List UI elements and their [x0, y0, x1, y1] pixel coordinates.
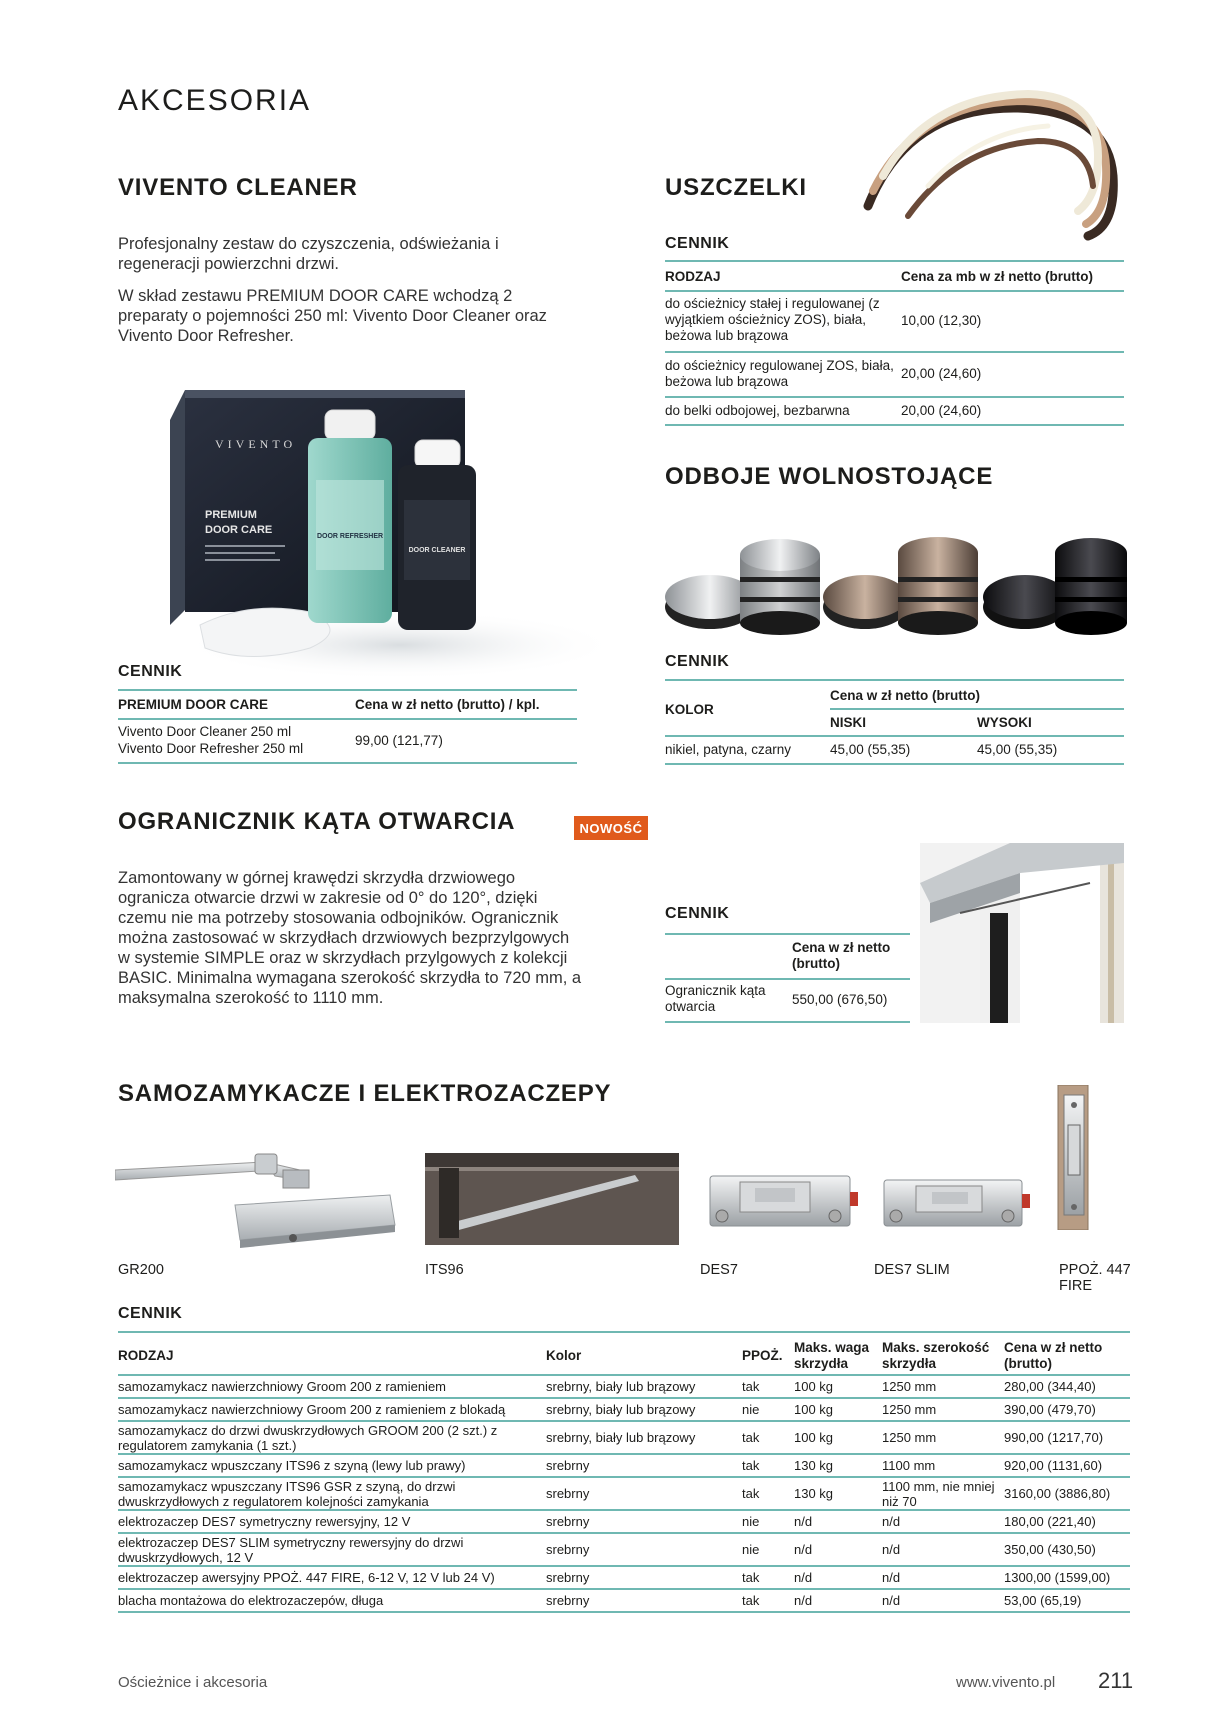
- col-ppoz: PPOŻ.: [742, 1348, 783, 1363]
- caption-ppoz-447-fire: PPOŻ. 447 FIRE: [1059, 1262, 1131, 1294]
- cleaner-cennik-label: CENNIK: [118, 663, 183, 680]
- table-cell-szer: n/d: [882, 1570, 901, 1585]
- table-cell-ppoz: tak: [742, 1430, 760, 1445]
- its96-image: [425, 1153, 679, 1245]
- table-cell-szer: 1250 mm: [882, 1430, 937, 1445]
- table-cell-cena: 350,00 (430,50): [1004, 1542, 1096, 1557]
- table-cell-kolor: srebrny: [546, 1593, 590, 1608]
- footer-section: Ościeżnice i akcesoria: [118, 1674, 268, 1691]
- col-waga: Maks. waga skrzydła: [794, 1340, 870, 1371]
- table-cell-rodzaj: blacha montażowa do elektrozaczepów, długa: [118, 1593, 384, 1608]
- table-cell-rodzaj: samozamykacz nawierzchniowy Groom 200 z ramieniem: [118, 1379, 447, 1394]
- caption-des7-slim: DES7 SLIM: [874, 1262, 950, 1278]
- table-cell-rodzaj: elektrozaczep awersyjny PPOŻ. 447 FIRE, 6-12 V, 12 V lub 24 V): [118, 1570, 495, 1585]
- table-cell-kolor: srebrny: [546, 1542, 590, 1557]
- table-cell-cena: 180,00 (221,40): [1004, 1514, 1096, 1529]
- divider: [665, 735, 1124, 737]
- uszczelki-heading: USZCZELKI: [665, 174, 807, 201]
- divider: [665, 351, 1124, 353]
- cleaner-composition: W skład zestawu PREMIUM DOOR CARE wchodzą 2 preparaty o pojemności 250 ml: Vivento Door Cleaner oraz Vivento Door Refresher.: [118, 287, 547, 345]
- table-cell-rodzaj: elektrozaczep DES7 SLIM symetryczny rewersyjny do drzwi dwuskrzydłowych, 12 V: [118, 1534, 464, 1565]
- table-cell-waga: 100 kg: [794, 1430, 834, 1445]
- uszczelki-row-1-price: 10,00 (12,30): [901, 313, 982, 328]
- divider: [830, 708, 1124, 710]
- ogranicznik-description: Zamontowany w górnej krawędzi skrzydła drzwiowego ogranicza otwarcie drzwi w zakresie od 0° do 120°, dzięki czemu nie ma potrzeby stosowania odbojników. Ogranicznik można zastosować w skrzydłach drzwiowych bezprzylgowych w systemie SIMPLE oraz w skrzydłach przylgowych z kolekcji BASIC. Minimalna wymagana szerokość skrzydła to 720 mm, a maksymalna szerokość to 1110 mm.: [118, 869, 582, 1007]
- table-cell-cena: 3160,00 (3886,80): [1004, 1486, 1111, 1501]
- col-cena: Cena w zł netto (brutto): [1004, 1340, 1103, 1371]
- des7-slim-image: [874, 1170, 1034, 1240]
- table-cell-ppoz: tak: [742, 1458, 760, 1473]
- uszczelki-cennik-label: CENNIK: [665, 235, 730, 252]
- cleaner-description: Profesjonalny zestaw do czyszczenia, odświeżania i regeneracji powierzchni drzwi.: [118, 235, 499, 273]
- table-cell-szer: 1250 mm: [882, 1379, 937, 1394]
- table-cell-kolor: srebrny, biały lub brązowy: [546, 1402, 696, 1417]
- odboje-col-wysoki: WYSOKI: [977, 715, 1032, 730]
- table-cell-rodzaj: samozamykacz nawierzchniowy Groom 200 z ramieniem z blokadą: [118, 1402, 506, 1417]
- table-cell-rodzaj: samozamykacz wpuszczany ITS96 GSR z szyną, do drzwi dwuskrzydłowych z regulatorem kolejności zamykania: [118, 1478, 456, 1509]
- table-cell-cena: 1300,00 (1599,00): [1004, 1570, 1111, 1585]
- ogranicznik-row-name: Ogranicznik kąta otwarcia: [665, 983, 766, 1014]
- divider: [665, 396, 1124, 398]
- divider: [118, 689, 577, 691]
- table-cell-ppoz: tak: [742, 1593, 760, 1608]
- ogranicznik-cennik-label: CENNIK: [665, 905, 730, 922]
- divider: [665, 763, 1124, 765]
- table-cell-szer: 1250 mm: [882, 1402, 937, 1417]
- table-cell-rodzaj: samozamykacz do drzwi dwuskrzydłowych GROOM 200 (2 szt.) z regulatorem zamykania (1 szt.): [118, 1422, 498, 1453]
- table-cell-kolor: srebrny: [546, 1514, 590, 1529]
- divider: [665, 1021, 910, 1023]
- table-cell-waga: 100 kg: [794, 1379, 834, 1394]
- uszczelki-row-3-type: do belki odbojowej, bezbarwna: [665, 403, 850, 418]
- angle-limiter-image: [920, 843, 1124, 1023]
- divider: [665, 679, 1124, 681]
- table-cell-kolor: srebrny, biały lub brązowy: [546, 1379, 696, 1394]
- table-cell-ppoz: nie: [742, 1402, 760, 1417]
- uszczelki-col-type: RODZAJ: [665, 269, 721, 284]
- table-cell-cena: 990,00 (1217,70): [1004, 1430, 1104, 1445]
- cleaner-row-line2: Vivento Door Refresher 250 ml: [118, 741, 304, 756]
- des7-image: [700, 1168, 860, 1240]
- uszczelki-row-2-type: do ościeżnicy regulowanej ZOS, biała, beżowa lub brązowa: [665, 358, 894, 389]
- table-cell-cena: 53,00 (65,19): [1004, 1593, 1082, 1608]
- cleaner-heading: VIVENTO CLEANER: [118, 174, 358, 201]
- table-cell-kolor: srebrny: [546, 1486, 590, 1501]
- table-cell-szer: 1100 mm: [882, 1458, 936, 1473]
- divider: [665, 933, 910, 935]
- uszczelki-row-3-price: 20,00 (24,60): [901, 403, 982, 418]
- divider: [118, 718, 577, 720]
- gr200-image: [115, 1150, 405, 1260]
- box-line1-text: PREMIUM: [205, 509, 257, 521]
- table-cell-szer: n/d: [882, 1514, 901, 1529]
- table-cell-szer: 1100 mm, nie mniej niż 70: [882, 1478, 995, 1509]
- uszczelki-row-1-type: do ościeżnicy stałej i regulowanej (z wyjątkiem ościeżnicy ZOS), biała, beżowa lub brązowa: [665, 296, 880, 343]
- cleaner-col-price: Cena w zł netto (brutto) / kpl.: [355, 697, 540, 712]
- table-cell-waga: 130 kg: [794, 1458, 834, 1473]
- cleaner-row-price: 99,00 (121,77): [355, 733, 443, 748]
- divider: [665, 424, 1124, 426]
- divider: [665, 260, 1124, 262]
- cleaner-row-line1: Vivento Door Cleaner 250 ml: [118, 724, 292, 739]
- odboje-col-kolor: KOLOR: [665, 702, 714, 717]
- footer-url[interactable]: www.vivento.pl: [956, 1674, 1056, 1691]
- table-cell-ppoz: nie: [742, 1514, 760, 1529]
- samozamykacze-cennik-label: CENNIK: [118, 1305, 183, 1322]
- cleaner-col-product: PREMIUM DOOR CARE: [118, 697, 269, 712]
- table-cell-ppoz: nie: [742, 1542, 760, 1557]
- table-cell-cena: 280,00 (344,40): [1004, 1379, 1096, 1394]
- col-rodzaj: RODZAJ: [118, 1348, 174, 1363]
- ogranicznik-row-price: 550,00 (676,50): [792, 992, 888, 1007]
- col-szerokosc: Maks. szerokość skrzydła: [882, 1340, 990, 1371]
- premium-door-care-image: [160, 380, 620, 680]
- uszczelki-col-price: Cena za mb w zł netto (brutto): [901, 269, 1093, 284]
- odboje-col-price: Cena w zł netto (brutto): [830, 688, 980, 703]
- samozamykacze-heading: SAMOZAMYKACZE I ELEKTROZACZEPY: [118, 1080, 612, 1107]
- table-cell-waga: 130 kg: [794, 1486, 834, 1501]
- table-cell-rodzaj: elektrozaczep DES7 symetryczny rewersyjny, 12 V: [118, 1514, 411, 1529]
- page-title: AKCESORIA: [118, 84, 312, 117]
- table-cell-waga: n/d: [794, 1542, 813, 1557]
- table-cell-szer: n/d: [882, 1542, 901, 1557]
- table-cell-waga: n/d: [794, 1514, 813, 1529]
- table-cell-cena: 390,00 (479,70): [1004, 1402, 1096, 1417]
- odboje-heading: ODBOJE WOLNOSTOJĄCE: [665, 463, 994, 490]
- divider: [118, 1331, 1130, 1333]
- table-cell-ppoz: tak: [742, 1379, 760, 1394]
- table-row-divider: [118, 1611, 1130, 1613]
- bottle1-label: DOOR REFRESHER: [316, 533, 384, 540]
- table-cell-ppoz: tak: [742, 1570, 760, 1585]
- odboje-row-kolor: nikiel, patyna, czarny: [665, 742, 792, 757]
- table-cell-szer: n/d: [882, 1593, 901, 1608]
- table-cell-ppoz: tak: [742, 1486, 760, 1501]
- page-number: 211: [1098, 1668, 1134, 1693]
- table-cell-waga: n/d: [794, 1570, 813, 1585]
- odboje-cennik-label: CENNIK: [665, 653, 730, 670]
- table-cell-kolor: srebrny: [546, 1570, 590, 1585]
- odboje-col-niski: NISKI: [830, 715, 867, 730]
- caption-its96: ITS96: [425, 1262, 464, 1278]
- divider: [118, 762, 577, 764]
- new-badge: NOWOŚĆ: [574, 816, 648, 840]
- caption-gr200: GR200: [118, 1262, 164, 1278]
- table-cell-waga: 100 kg: [794, 1402, 834, 1417]
- box-brand-text: VIVENTO: [215, 437, 297, 451]
- table-cell-kolor: srebrny, biały lub brązowy: [546, 1430, 696, 1445]
- uszczelki-row-2-price: 20,00 (24,60): [901, 366, 982, 381]
- caption-des7: DES7: [700, 1262, 738, 1278]
- door-stops-image: [660, 525, 1130, 635]
- ogranicznik-heading: OGRANICZNIK KĄTA OTWARCIA: [118, 808, 516, 835]
- divider: [665, 290, 1124, 292]
- odboje-row-niski: 45,00 (55,35): [830, 742, 911, 757]
- odboje-row-wysoki: 45,00 (55,35): [977, 742, 1058, 757]
- box-line2-text: DOOR CARE: [205, 524, 273, 536]
- bottle2-label: DOOR CLEANER: [408, 547, 466, 554]
- table-cell-rodzaj: samozamykacz wpuszczany ITS96 z szyną (lewy lub prawy): [118, 1458, 466, 1473]
- divider: [665, 978, 910, 980]
- table-cell-cena: 920,00 (1131,60): [1004, 1458, 1103, 1473]
- table-cell-waga: n/d: [794, 1593, 813, 1608]
- table-cell-kolor: srebrny: [546, 1458, 590, 1473]
- gaskets-image: [848, 86, 1138, 246]
- col-kolor: Kolor: [546, 1348, 582, 1363]
- ogranicznik-col-price: Cena w zł netto (brutto): [792, 940, 891, 971]
- ppoz-447-fire-image: [1050, 1085, 1100, 1230]
